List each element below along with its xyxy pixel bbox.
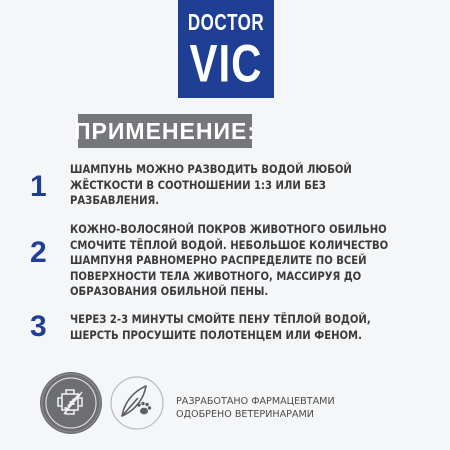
claim-vets: ОДОБРЕНО ВЕТЕРИНАРАМИ: [176, 409, 314, 420]
step-text: ШАМПУНЬ МОЖНО РАЗВОДИТЬ ВОДОЙ ЛЮБОЙ ЖЁСТКОСТИ В СООТНОШЕНИИ 1:3 ИЛИ БЕЗ РАЗБАВЛЕНИЯ.: [70, 163, 352, 208]
pharmacy-cross-herb-icon: [40, 372, 102, 434]
step-text: КОЖНО-ВОЛОСЯНОЙ ПОКРОВ ЖИВОТНОГО ОБИЛЬНО СМОЧИТЕ ТЁПЛОЙ ВОДОЙ. НЕБОЛЬШОЕ КОЛИЧЕСТВО ШАМПУНЯ РАВНОМЕРНО РАСПРЕДЕЛИТЕ ПО ВСЕЙ ПОВЕРХНОСТИ ТЕЛА ЖИВОТНОГО, МАССИРУЯ ДО ОБРАЗОВАНИЯ ОБИЛЬНОЙ ПЕНЫ.: [70, 223, 389, 299]
claims: [176, 395, 335, 421]
usage-step-3: [30, 312, 430, 343]
usage-heading: ПРИМЕНЕНИЕ:: [78, 114, 252, 148]
step-number: 3: [30, 310, 47, 343]
step-text: ЧЕРЕЗ 2-3 МИНУТЫ СМОЙТЕ ПЕНУ ТЁПЛОЙ ВОДОЙ, ШЕРСТЬ ПРОСУШИТЕ ПОЛОТЕНЦЕМ ИЛИ ФЕНОМ.: [70, 313, 371, 342]
step-number: 2: [30, 236, 47, 269]
brand-logo: [178, 0, 274, 98]
claim-pharmacists: РАЗРАБОТАНО ФАРМАЦЕВТАМИ: [176, 396, 335, 407]
brand-logo-line2: VIC: [189, 34, 263, 93]
usage-step-1: [30, 162, 430, 209]
step-number: 1: [30, 170, 47, 203]
brand-logo-line1: DOCTOR: [187, 9, 265, 36]
usage-step-2: [30, 222, 430, 300]
paw-pen-icon: [108, 374, 166, 432]
